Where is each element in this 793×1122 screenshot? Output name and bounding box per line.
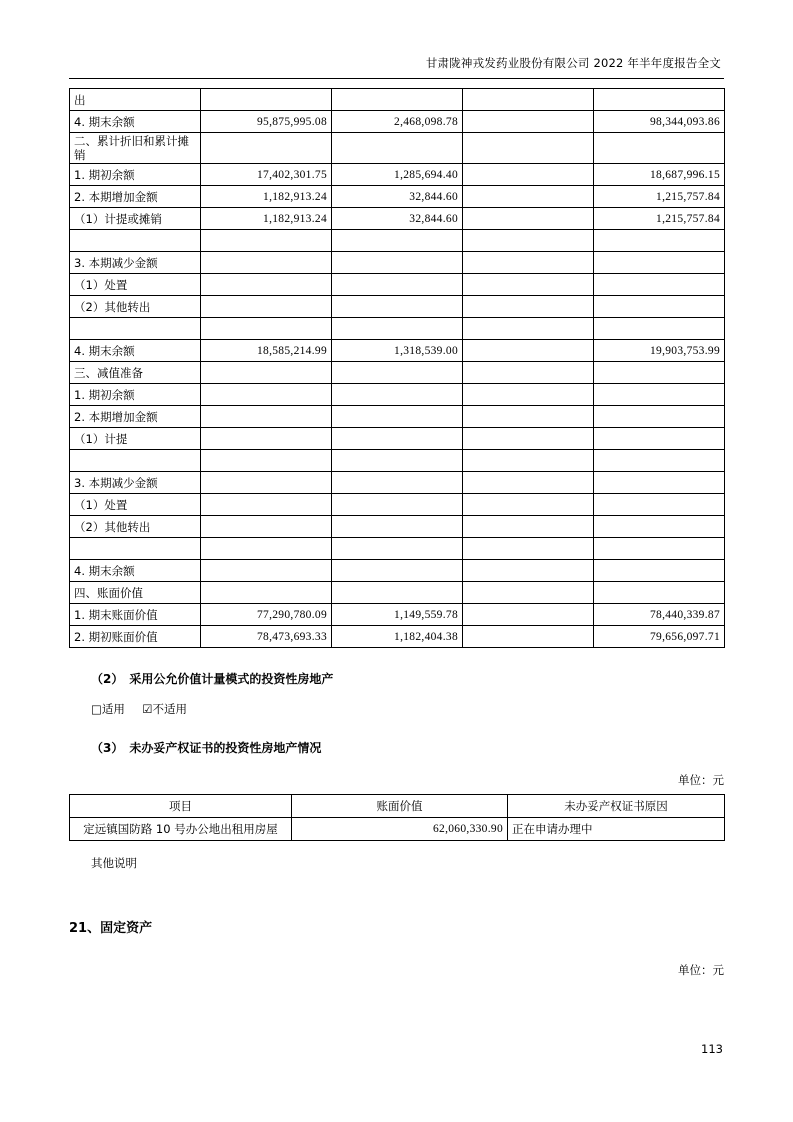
table-row	[70, 230, 725, 252]
header-divider	[69, 78, 724, 79]
row-value-4	[594, 582, 725, 604]
row-value-1: 78,473,693.33	[201, 626, 332, 648]
table-row	[70, 604, 725, 626]
row-value-1	[201, 252, 332, 274]
row-value-3	[463, 582, 594, 604]
row-value-4: 98,344,093.86	[594, 111, 725, 133]
table-row	[70, 384, 725, 406]
row-value-1: 18,585,214.99	[201, 340, 332, 362]
row-value-4	[594, 406, 725, 428]
table-row	[70, 428, 725, 450]
row-label	[70, 318, 201, 340]
row-value-2: 2,468,098.78	[332, 111, 463, 133]
row-value-3	[463, 111, 594, 133]
section-21-heading: 21、固定资产	[69, 921, 153, 936]
row-value-4	[594, 274, 725, 296]
row-label: 4. 期末余额	[70, 560, 201, 582]
investment-property-depreciation-table	[69, 88, 725, 648]
row-value-2: 1,182,404.38	[332, 626, 463, 648]
row-value-1	[201, 516, 332, 538]
table-row	[70, 626, 725, 648]
cell-item: 定远镇国防路 10 号办公地出租用房屋	[70, 818, 292, 841]
table-row	[70, 89, 725, 111]
row-value-4: 18,687,996.15	[594, 164, 725, 186]
row-value-3	[463, 494, 594, 516]
applicable-checkbox[interactable]: □适用	[91, 702, 125, 716]
unit-label-section-21: 单位：元	[678, 963, 724, 977]
row-label	[70, 230, 201, 252]
row-value-4	[594, 516, 725, 538]
row-value-2	[332, 362, 463, 384]
row-value-2: 32,844.60	[332, 208, 463, 230]
row-value-2: 1,149,559.78	[332, 604, 463, 626]
running-header: 甘肃陇神戎发药业股份有限公司 2022 年半年度报告全文	[425, 56, 721, 70]
row-value-4	[594, 362, 725, 384]
row-value-2	[332, 274, 463, 296]
row-value-4	[594, 384, 725, 406]
table-row	[70, 406, 725, 428]
row-value-4	[594, 252, 725, 274]
section-3-heading: （3） 未办妥产权证书的投资性房地产情况	[91, 741, 322, 755]
row-value-2	[332, 89, 463, 111]
row-value-3	[463, 164, 594, 186]
row-value-1	[201, 274, 332, 296]
row-value-1	[201, 89, 332, 111]
row-label: 二、累计折旧和累计摊销	[70, 133, 201, 164]
row-value-3	[463, 406, 594, 428]
row-value-1	[201, 406, 332, 428]
row-value-4	[594, 428, 725, 450]
row-value-3	[463, 89, 594, 111]
row-value-3	[463, 186, 594, 208]
row-value-3	[463, 450, 594, 472]
row-value-2: 1,285,694.40	[332, 164, 463, 186]
row-label: 2. 本期增加金额	[70, 186, 201, 208]
row-value-1	[201, 318, 332, 340]
unit-label-section-3: 单位：元	[678, 773, 724, 787]
row-value-1	[201, 428, 332, 450]
table-row	[70, 296, 725, 318]
table-row	[70, 494, 725, 516]
applicability-line	[91, 701, 724, 717]
row-label: 2. 本期增加金额	[70, 406, 201, 428]
row-label: 四、账面价值	[70, 582, 201, 604]
row-label: 1. 期末账面价值	[70, 604, 201, 626]
row-value-2: 1,318,539.00	[332, 340, 463, 362]
row-value-4: 19,903,753.99	[594, 340, 725, 362]
column-header-item: 项目	[70, 795, 292, 818]
row-value-3	[463, 340, 594, 362]
row-value-4: 1,215,757.84	[594, 208, 725, 230]
row-value-4: 79,656,097.71	[594, 626, 725, 648]
row-value-1	[201, 133, 332, 164]
row-value-3	[463, 428, 594, 450]
row-value-1	[201, 560, 332, 582]
column-header-book-value: 账面价值	[292, 795, 508, 818]
row-value-2	[332, 133, 463, 164]
row-value-2	[332, 450, 463, 472]
table-row	[70, 111, 725, 133]
table-body	[70, 818, 725, 841]
row-label: 3. 本期减少金额	[70, 472, 201, 494]
row-value-1	[201, 582, 332, 604]
row-value-3	[463, 274, 594, 296]
row-value-3	[463, 208, 594, 230]
unregistered-property-table	[69, 794, 725, 841]
row-value-4: 1,215,757.84	[594, 186, 725, 208]
row-value-1	[201, 362, 332, 384]
row-label: （2）其他转出	[70, 296, 201, 318]
row-value-2	[332, 428, 463, 450]
row-value-3	[463, 472, 594, 494]
table-head	[70, 795, 725, 818]
row-value-4	[594, 450, 725, 472]
row-value-3	[463, 384, 594, 406]
section-2-heading: （2） 采用公允价值计量模式的投资性房地产	[91, 672, 334, 686]
row-value-1	[201, 296, 332, 318]
row-value-2	[332, 252, 463, 274]
row-value-1	[201, 450, 332, 472]
table-row	[70, 538, 725, 560]
table-row	[70, 133, 725, 164]
row-label	[70, 450, 201, 472]
row-value-4	[594, 230, 725, 252]
table-row	[70, 818, 725, 841]
table-body	[70, 89, 725, 648]
row-value-2	[332, 296, 463, 318]
page-number: 113	[701, 1042, 723, 1056]
row-value-3	[463, 362, 594, 384]
row-label: （2）其他转出	[70, 516, 201, 538]
table-row	[70, 516, 725, 538]
table-row	[70, 340, 725, 362]
row-value-2	[332, 472, 463, 494]
table-header-row	[70, 795, 725, 818]
row-value-3	[463, 560, 594, 582]
row-value-2	[332, 318, 463, 340]
row-label: 出	[70, 89, 201, 111]
row-value-2	[332, 582, 463, 604]
row-value-4	[594, 296, 725, 318]
row-value-1: 95,875,995.08	[201, 111, 332, 133]
row-value-3	[463, 626, 594, 648]
table-row	[70, 318, 725, 340]
row-value-4	[594, 560, 725, 582]
row-value-1	[201, 494, 332, 516]
row-value-3	[463, 296, 594, 318]
table-row	[70, 362, 725, 384]
cell-book-value: 62,060,330.90	[292, 818, 508, 841]
row-value-3	[463, 252, 594, 274]
table-row	[70, 560, 725, 582]
row-value-1	[201, 230, 332, 252]
row-value-2	[332, 538, 463, 560]
table-row	[70, 208, 725, 230]
table-row	[70, 164, 725, 186]
column-header-reason: 未办妥产权证书原因	[508, 795, 725, 818]
row-value-1: 17,402,301.75	[201, 164, 332, 186]
table-row	[70, 450, 725, 472]
row-value-1	[201, 384, 332, 406]
row-value-1	[201, 472, 332, 494]
row-value-3	[463, 604, 594, 626]
row-label: 1. 期初余额	[70, 384, 201, 406]
row-label: 3. 本期减少金额	[70, 252, 201, 274]
row-value-2	[332, 560, 463, 582]
table-row	[70, 252, 725, 274]
row-value-4	[594, 494, 725, 516]
row-value-3	[463, 538, 594, 560]
row-value-4: 78,440,339.87	[594, 604, 725, 626]
row-value-2	[332, 230, 463, 252]
row-label: 三、减值准备	[70, 362, 201, 384]
row-value-4	[594, 472, 725, 494]
row-value-3	[463, 318, 594, 340]
row-label	[70, 538, 201, 560]
row-label: （1）计提或摊销	[70, 208, 201, 230]
row-value-3	[463, 133, 594, 164]
not-applicable-checkbox[interactable]: ☑不适用	[142, 702, 187, 716]
row-value-1: 1,182,913.24	[201, 186, 332, 208]
table-row	[70, 186, 725, 208]
row-value-2	[332, 384, 463, 406]
row-value-3	[463, 230, 594, 252]
row-label: 4. 期末余额	[70, 111, 201, 133]
row-label: 4. 期末余额	[70, 340, 201, 362]
row-value-4	[594, 89, 725, 111]
row-value-1: 77,290,780.09	[201, 604, 332, 626]
row-value-1: 1,182,913.24	[201, 208, 332, 230]
row-label: （1）计提	[70, 428, 201, 450]
table-row	[70, 274, 725, 296]
page-content	[69, 88, 724, 978]
table-row	[70, 472, 725, 494]
other-note-label: 其他说明	[91, 856, 137, 870]
row-value-4	[594, 318, 725, 340]
row-label: （1）处置	[70, 494, 201, 516]
row-value-2	[332, 406, 463, 428]
cell-reason: 正在申请办理中	[508, 818, 725, 841]
row-value-2: 32,844.60	[332, 186, 463, 208]
row-label: 1. 期初余额	[70, 164, 201, 186]
row-label: 2. 期初账面价值	[70, 626, 201, 648]
row-value-4	[594, 133, 725, 164]
table-row	[70, 582, 725, 604]
row-value-1	[201, 538, 332, 560]
row-value-2	[332, 494, 463, 516]
row-value-4	[594, 538, 725, 560]
row-label: （1）处置	[70, 274, 201, 296]
row-value-2	[332, 516, 463, 538]
row-value-3	[463, 516, 594, 538]
